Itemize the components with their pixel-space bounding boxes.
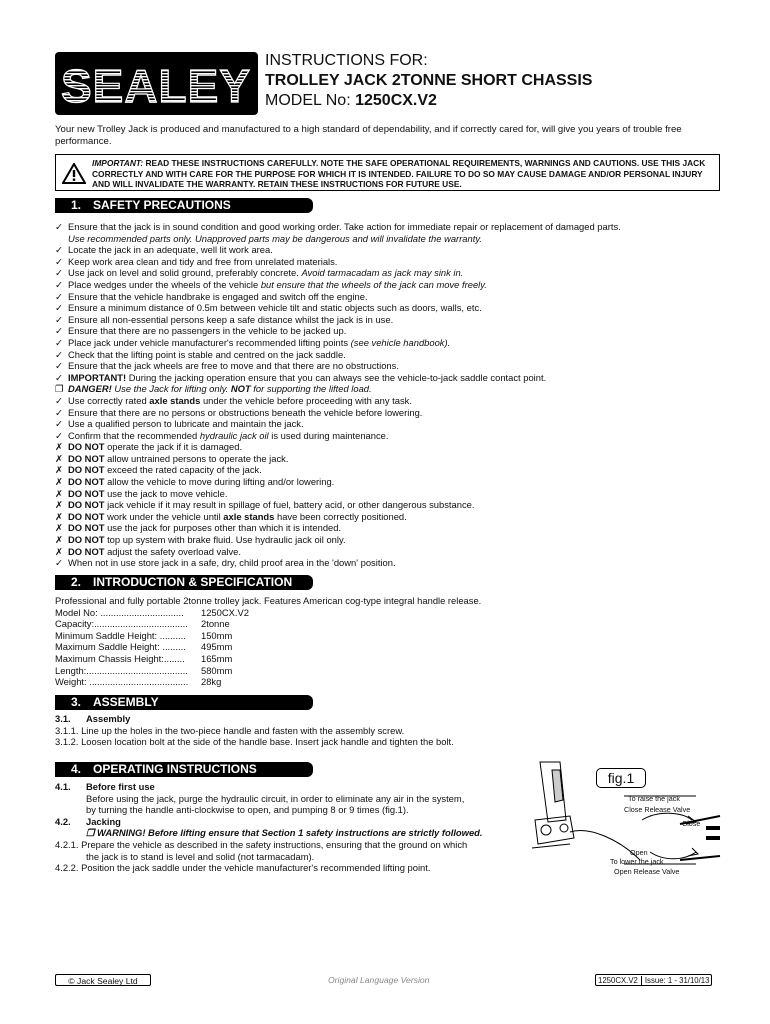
important-box	[55, 154, 720, 191]
fig-lower-text: To lower the jack	[610, 857, 664, 866]
safety-item-text: Use jack on level and solid ground, preferably concrete.	[68, 267, 302, 279]
safety-item	[55, 360, 725, 372]
safety-item-text: NOT	[230, 383, 251, 395]
safety-item-text: Locate the jack in an adequate, well lit work area.	[68, 244, 273, 256]
safety-item-text: work under the vehicle until	[104, 510, 224, 522]
important-text	[92, 158, 714, 190]
check-icon: ✓	[55, 313, 63, 325]
safety-item-text: operate the jack if it is damaged.	[104, 441, 243, 453]
safety-item-text: use the jack for purposes other than which it is intended.	[104, 522, 342, 534]
safety-item-text: but ensure that the wheels of the jack can move freely.	[260, 278, 487, 290]
safety-item-text: DO NOT	[68, 487, 105, 499]
footer-issue: 1250CX.V2 Issue: 1 - 31/10/13	[595, 974, 712, 986]
spec-label: Model No: ................................	[55, 606, 184, 618]
cross-icon: ✗	[55, 510, 63, 522]
safety-list	[55, 221, 725, 569]
spec-label: Weight: ......................................	[55, 676, 189, 688]
safety-item-text: DO NOT	[68, 534, 105, 546]
sealey-logo	[55, 52, 258, 115]
cross-icon: ✗	[55, 522, 63, 534]
figure-1	[530, 760, 721, 880]
op-text-1b: by turning the handle anti-clockwise to open, and pumping 8 or 9 times (fig.1).	[86, 804, 409, 816]
safety-item	[55, 244, 725, 256]
safety-item-text: Use correctly rated	[68, 394, 150, 406]
safety-item	[55, 464, 725, 476]
spec-value: 495mm	[201, 641, 233, 653]
assembly-heading: 3.1. Assembly	[55, 713, 131, 724]
safety-item	[55, 418, 725, 430]
safety-item-text: have been correctly positioned.	[274, 510, 407, 522]
op-step-1a: 4.2.1. Prepare the vehicle as described in the safety instructions, ensuring that the ground on which	[55, 838, 468, 850]
model-number: 1250CX.V2	[355, 92, 437, 109]
safety-item-text: jack vehicle if it may result in spillage of fuel, battery acid, or other dangerous substance.	[104, 499, 475, 511]
safety-item-text: Place wedges under the wheels of the vehicle	[68, 278, 261, 290]
safety-item-text: for supporting the lifted load.	[250, 383, 372, 395]
safety-item	[55, 325, 725, 337]
safety-item-text: Check that the lifting point is stable and centred on the jack saddle.	[68, 348, 346, 360]
safety-item	[55, 546, 725, 558]
safety-item-text: axle stands	[223, 510, 275, 522]
safety-item	[55, 279, 725, 291]
spec-label: Minimum Saddle Height: ..........	[55, 629, 186, 641]
safety-item	[55, 557, 725, 569]
safety-item	[55, 221, 725, 233]
check-icon: ✓	[55, 290, 63, 302]
safety-item-text: use the jack to move vehicle.	[104, 487, 228, 499]
safety-item-text: top up system with brake fluid. Use hydraulic jack oil only.	[104, 534, 346, 546]
check-icon: ✓	[55, 336, 63, 348]
assembly-step-2: 3.1.2. Loosen location bolt at the side of the handle base. Insert jack handle and tighten the bolt.	[55, 736, 454, 748]
safety-item	[55, 511, 725, 523]
safety-item-text: DANGER!	[68, 383, 112, 395]
cross-icon: ✗	[55, 499, 63, 511]
safety-item	[55, 407, 725, 419]
safety-item	[55, 314, 725, 326]
safety-item	[55, 349, 725, 361]
header-model	[265, 91, 437, 111]
check-icon: ✓	[55, 348, 63, 360]
safety-item-text: allow the vehicle to move during lifting and/or lowering.	[104, 476, 335, 488]
spec-value: 1250CX.V2	[201, 606, 249, 618]
footer-copyright: © Jack Sealey Ltd	[55, 974, 151, 986]
check-icon: ✓	[55, 302, 63, 314]
section-4-heading: 4. OPERATING INSTRUCTIONS	[55, 762, 313, 777]
spec-label: Length:.......................................	[55, 664, 188, 676]
fig-raise-text: To raise the jack	[628, 794, 680, 803]
safety-item-text: Use the Jack for lifting only.	[111, 383, 231, 395]
safety-item	[55, 372, 725, 384]
check-icon: ✓	[55, 394, 63, 406]
safety-item-text: under the vehicle before proceeding with any task.	[200, 394, 412, 406]
section-1-heading: 1. SAFETY PRECAUTIONS	[55, 198, 313, 213]
safety-item	[55, 383, 725, 395]
safety-item-text: hydraulic jack oil	[199, 429, 269, 441]
safety-item	[55, 488, 725, 500]
safety-item-text: Avoid tarmacadam as jack may sink in.	[301, 267, 464, 279]
safety-item-text: DO NOT	[68, 522, 105, 534]
cross-icon: ✗	[55, 452, 63, 464]
safety-item-text: Ensure that the vehicle handbrake is engaged and switch off the engine.	[68, 290, 368, 302]
op-heading-1: 4.1. Before first use	[55, 781, 155, 792]
safety-item-text: DO NOT	[68, 452, 105, 464]
safety-item-text: Ensure all non-essential persons keep a safe distance whilst the jack is in use.	[68, 313, 394, 325]
header-line1: INSTRUCTIONS FOR:	[265, 52, 428, 69]
spec-row	[55, 607, 555, 619]
spec-row	[55, 641, 555, 653]
spec-row	[55, 618, 555, 630]
svg-text:SEALEY: SEALEY	[60, 60, 252, 112]
safety-item-text: exceed the rated capacity of the jack.	[104, 464, 262, 476]
check-icon: ✓	[55, 255, 63, 267]
safety-item-text: allow untrained persons to operate the jack.	[104, 452, 289, 464]
spec-value: 165mm	[201, 652, 233, 664]
check-icon: ✓	[55, 267, 63, 279]
cross-icon: ✗	[55, 534, 63, 546]
spec-label: Capacity:....................................	[55, 618, 188, 630]
check-icon: ✓	[55, 418, 63, 430]
op-warning: ❐ WARNING! Before lifting ensure that Section 1 safety instructions are strictly followed.	[86, 827, 483, 839]
figure-label: fig.1	[596, 768, 646, 788]
check-icon: ✓	[55, 360, 63, 372]
op-heading-2: 4.2. Jacking	[55, 815, 121, 827]
check-icon: ✓	[55, 429, 63, 441]
safety-item-text: Use a qualified person to lubricate and maintain the jack.	[68, 418, 304, 430]
safety-item	[55, 441, 725, 453]
important-body: READ THESE INSTRUCTIONS CAREFULLY. NOTE THE SAFE OPERATIONAL REQUIREMENTS, WARNINGS AND CAUTIONS. USE THIS JACK CORRECTLY AND WITH CARE FOR THE PURPOSE FOR WHICH IT IS INTENDED. FAILURE TO DO SO MAY CAUSE DAMAGE AND/OR PERSONAL INJURY AND WILL INVALIDATE THE WARRANTY. RETAIN THESE INSTRUCTIONS FOR FUTURE USE.	[92, 158, 706, 190]
spec-label: Maximum Chassis Height:........	[55, 652, 185, 664]
op-step-2: 4.2.2. Position the jack saddle under the vehicle manufacturer's recommended lifting point.	[55, 862, 431, 874]
safety-item-text: DO NOT	[68, 499, 105, 511]
section-3-heading: 3. ASSEMBLY	[55, 695, 313, 710]
intro-text: Your new Trolley Jack is produced and manufactured to a high standard of dependability, and if correctly cared for, will give you years of trouble free performance.	[55, 124, 682, 147]
op-step-1b: the jack is to stand is level and solid (not tarmacadam).	[86, 850, 315, 862]
safety-item	[55, 476, 725, 488]
safety-item-text: Confirm that the recommended	[68, 429, 200, 441]
safety-item	[55, 291, 725, 303]
safety-item-text: DO NOT	[68, 464, 105, 476]
safety-item	[55, 395, 725, 407]
safety-item	[55, 233, 725, 245]
spec-row	[55, 665, 555, 677]
safety-item-text: is used during maintenance.	[268, 429, 389, 441]
model-prefix: MODEL No:	[265, 92, 356, 109]
safety-item-text: Ensure that the jack wheels are free to move and that there are no obstructions.	[68, 360, 399, 372]
safety-item-text: (see vehicle handbook).	[350, 336, 451, 348]
safety-item	[55, 430, 725, 442]
spec-block	[55, 595, 555, 688]
op-text-1a: Before using the jack, purge the hydraulic circuit, in order to eliminate any air in the system,	[86, 792, 465, 804]
fig-close-valve-text: Close Release Valve	[624, 805, 691, 814]
check-icon: ✓	[55, 406, 63, 418]
safety-item-text: axle stands	[149, 394, 201, 406]
spec-value: 2tonne	[201, 618, 230, 630]
important-lead: IMPORTANT:	[92, 158, 144, 168]
assembly-block	[55, 713, 575, 748]
safety-item	[55, 534, 725, 546]
fig-open-text: Open	[630, 848, 648, 857]
fig-close-text: Close	[682, 819, 701, 828]
assembly-step-1: 3.1.1. Line up the holes in the two-piece handle and fasten with the assembly screw.	[55, 724, 405, 736]
check-icon: ✓	[55, 325, 63, 337]
warning-triangle-icon	[62, 163, 86, 184]
spec-row	[55, 630, 555, 642]
header-product: TROLLEY JACK 2TONNE SHORT CHASSIS	[265, 72, 593, 89]
operating-block	[55, 781, 530, 874]
safety-item	[55, 499, 725, 511]
cross-icon: ✗	[55, 464, 63, 476]
spec-label: Maximum Saddle Height: .........	[55, 641, 186, 653]
footer-language: Original Language Version	[328, 975, 430, 985]
spec-row	[55, 653, 555, 665]
safety-item-text: Place jack under vehicle manufacturer's recommended lifting points	[68, 336, 351, 348]
section-2-heading: 2. INTRODUCTION & SPECIFICATION	[55, 575, 313, 590]
safety-item-text: Ensure that there are no persons or obstructions beneath the vehicle before lowering.	[68, 406, 423, 418]
safety-item-text: Keep work area clean and tidy and free from unrelated materials.	[68, 255, 338, 267]
cross-icon: ✗	[55, 487, 63, 499]
check-icon: ✓	[55, 371, 63, 383]
safety-item-text: adjust the safety overload valve.	[104, 545, 242, 557]
safety-item	[55, 267, 725, 279]
box-icon: ❐	[55, 383, 64, 395]
safety-item-text: DO NOT	[68, 441, 105, 453]
safety-item-text: DO NOT	[68, 476, 105, 488]
check-icon: ✓	[55, 244, 63, 256]
safety-item-text: Use recommended parts only. Unapproved parts may be dangerous and will invalidate the warranty.	[68, 232, 482, 244]
spec-value: 28kg	[201, 676, 222, 688]
safety-item-text: DO NOT	[68, 510, 105, 522]
check-icon: ✓	[55, 221, 63, 232]
safety-item	[55, 453, 725, 465]
safety-item	[55, 302, 725, 314]
safety-item-text: Ensure that the jack is in sound condition and good working order. Take action for immediate repair or replacement of damaged parts.	[68, 221, 621, 232]
fig-open-valve-text: Open Release Valve	[614, 867, 680, 876]
safety-item-text: During the jacking operation ensure that you can always see the vehicle-to-jack saddle contact point.	[126, 371, 547, 383]
check-icon: ✓	[55, 557, 63, 569]
cross-icon: ✗	[55, 545, 63, 557]
spec-row	[55, 676, 555, 688]
safety-item	[55, 522, 725, 534]
check-icon: ✓	[55, 278, 63, 290]
safety-item-text: Ensure a minimum distance of 0.5m between vehicle tilt and static objects such as doors, walls, etc.	[68, 302, 482, 314]
spec-value: 580mm	[201, 664, 233, 676]
safety-item-text: IMPORTANT!	[68, 371, 127, 383]
safety-item	[55, 337, 725, 349]
spec-value: 150mm	[201, 629, 233, 641]
cross-icon: ✗	[55, 441, 63, 453]
safety-item-text: When not in use store jack in a safe, dry, child proof area in the 'down' position.	[68, 557, 396, 569]
safety-item	[55, 256, 725, 268]
safety-item-text: DO NOT	[68, 545, 105, 557]
safety-item-text: Ensure that there are no passengers in the vehicle to be jacked up.	[68, 325, 347, 337]
cross-icon: ✗	[55, 476, 63, 488]
intro-description: Professional and fully portable 2tonne trolley jack. Features American cog-type integral handle release.	[55, 595, 482, 606]
